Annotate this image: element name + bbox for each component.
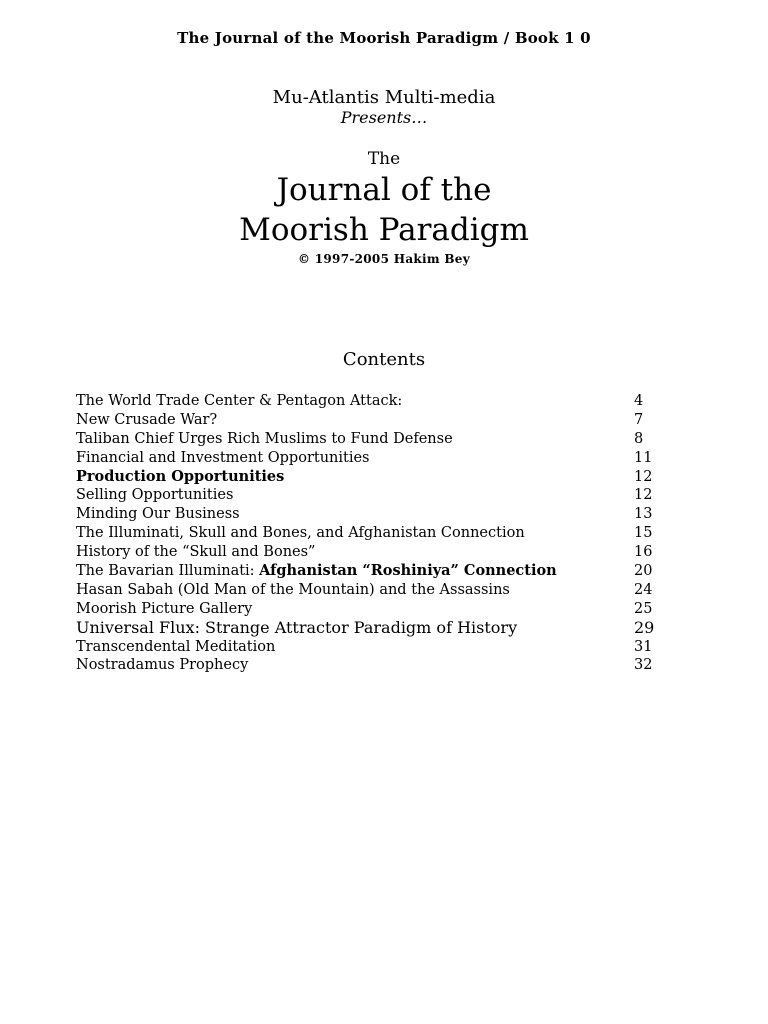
toc-entry-page: 12 [634,468,653,485]
toc-entry-page: 8 [634,430,644,447]
toc-entry-title: Moorish Picture Gallery [76,600,253,617]
toc-entry-title: The World Trade Center & Pentagon Attack: [76,393,403,409]
toc-entry-title: Transcendental Meditation [76,638,276,655]
toc-entry-page: 20 [634,563,653,580]
title-line-1: Journal of the [276,172,492,208]
copyright-notice: © 1997-2005 Hakim Bey [297,252,471,266]
title-line-2: Moorish Paradigm [239,212,529,248]
toc-entry[interactable] [76,562,676,581]
toc-entry-title: Nostradamus Prophecy [76,657,249,674]
toc-entry[interactable] [76,430,676,449]
toc-entry-title: Universal Flux: Strange Attractor Paradigm of History [76,617,518,637]
toc-entry[interactable] [76,543,676,562]
toc-entry-title: Minding Our Business [76,506,240,523]
toc-entry-title: The Illuminati, Skull and Bones, and Afghanistan Connection [76,525,525,542]
toc-entry-page: 16 [634,544,653,561]
toc-entry-page: 29 [634,617,655,637]
toc-entry-page: 13 [634,506,653,523]
toc-entry-title: History of the “Skull and Bones” [76,544,316,561]
toc-entry-title: The Bavarian Illuminati: [76,563,260,580]
presents-text: Presents… [340,108,428,127]
toc-entry[interactable] [76,468,676,487]
toc-entry-title: Taliban Chief Urges Rich Muslims to Fund Defense [76,430,453,447]
toc-entry-title: Production Opportunities [76,467,285,485]
toc-entry-title: Selling Opportunities [76,487,234,504]
toc-entry-title: New Crusade War? [76,411,218,428]
toc-entry[interactable] [76,656,676,675]
publisher-name: Mu-Atlantis Multi-media [272,87,496,108]
toc-entry-page: 4 [634,393,644,409]
toc-entry-page: 25 [634,600,653,617]
table-of-contents [76,392,676,675]
toc-entry[interactable] [76,638,676,657]
toc-entry[interactable] [76,524,676,543]
toc-entry-title-bold: Afghanistan “Roshiniya” Connection [259,562,557,580]
toc-entry-page: 15 [634,525,653,542]
running-header: The Journal of the Moorish Paradigm / Book 1 0 [177,29,591,47]
toc-entry[interactable] [76,449,676,468]
toc-entry[interactable] [76,505,676,524]
title-article: The [367,149,401,169]
journal-title [0,170,768,250]
toc-entry[interactable] [76,486,676,505]
toc-entry[interactable] [76,411,676,430]
toc-entry-title: Financial and Investment Opportunities [76,449,370,466]
toc-entry-page: 32 [634,657,653,674]
toc-entry-page: 11 [634,449,653,466]
toc-entry-page: 31 [634,638,653,655]
toc-entry-page: 12 [634,487,653,504]
contents-heading: Contents [342,349,426,370]
toc-entry[interactable] [76,581,676,600]
toc-entry[interactable] [76,619,676,638]
toc-entry-page: 7 [634,411,644,428]
toc-entry[interactable] [76,600,676,619]
toc-entry-page: 24 [634,581,653,598]
toc-entry-title: Hasan Sabah (Old Man of the Mountain) and the Assassins [76,581,510,598]
toc-entry[interactable] [76,392,676,411]
